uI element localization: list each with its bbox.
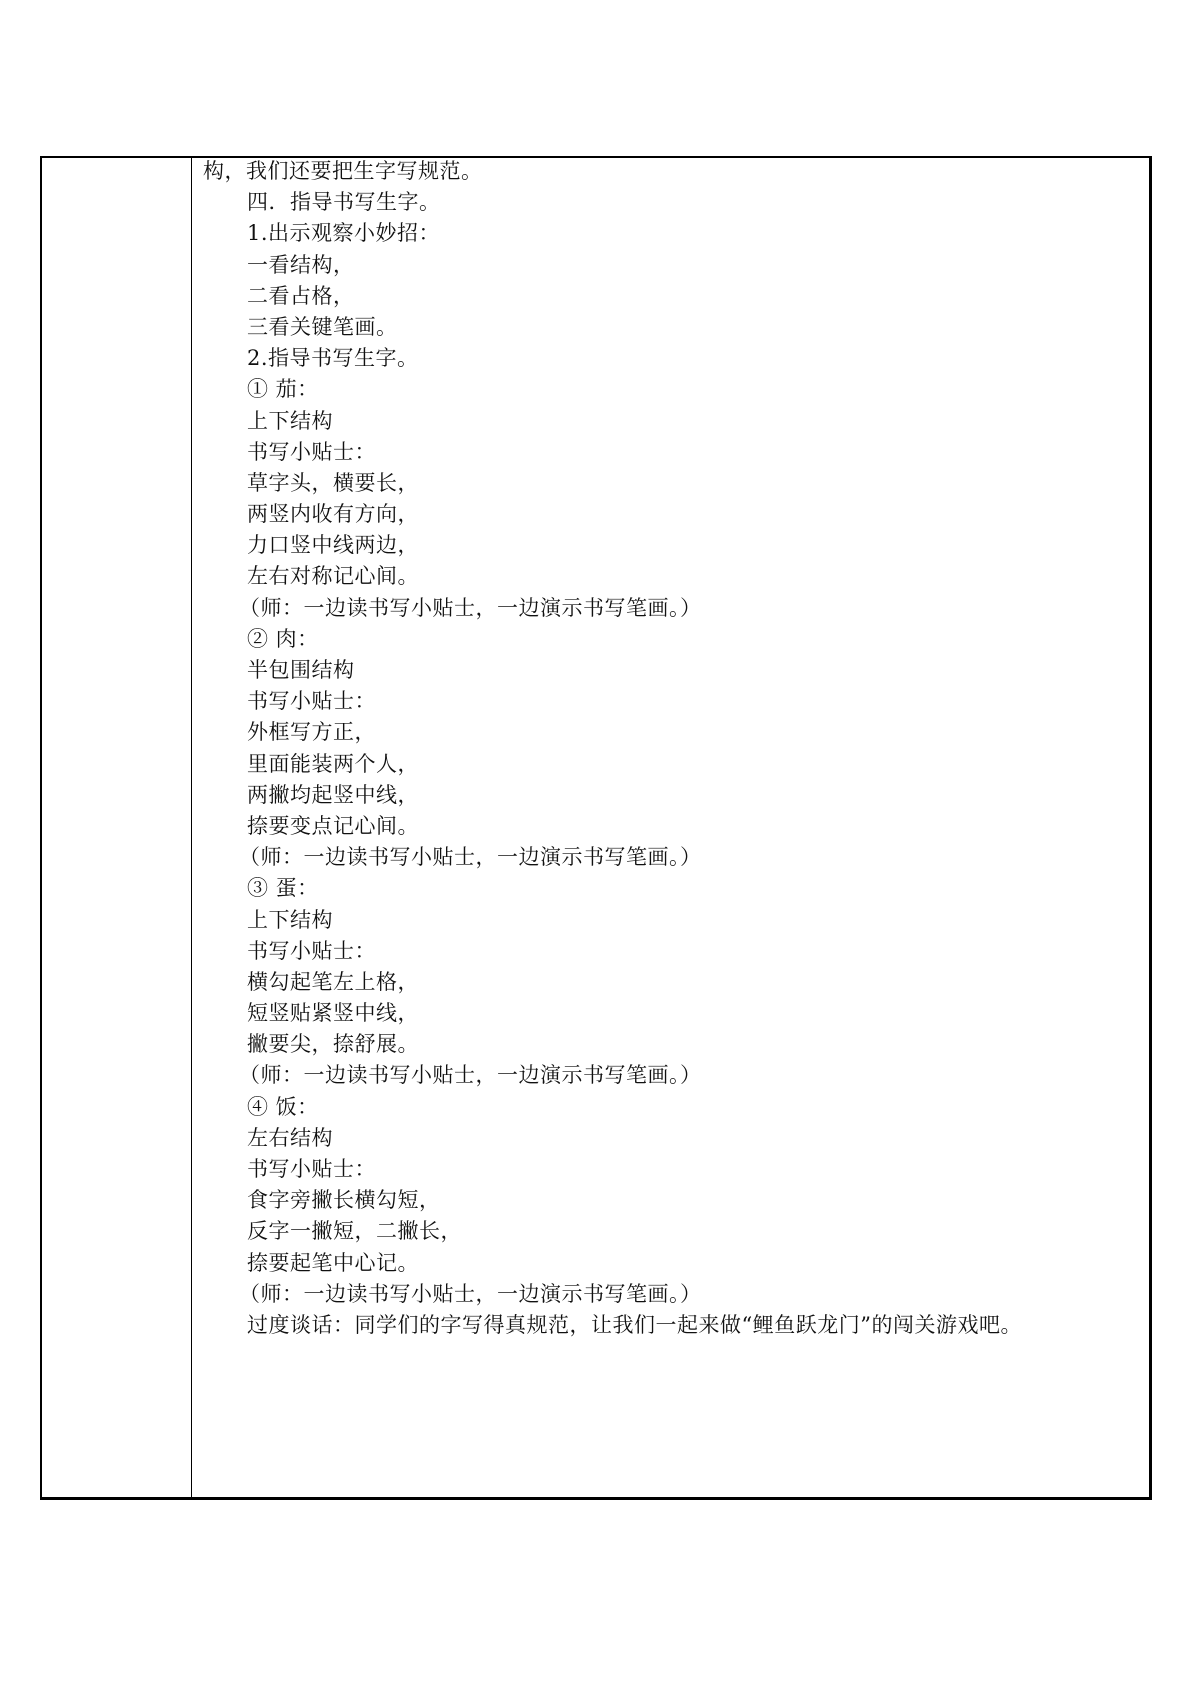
text-line: 书写小贴士： [247, 689, 376, 714]
text-line: 2.指导书写生字。 [247, 346, 419, 371]
text-line: 两撇均起竖中线， [247, 782, 419, 807]
text-line: 构，我们还要把生字写规范。 [203, 159, 483, 183]
character-heading: ② 肉： [247, 626, 319, 651]
text-line: 左右对称记心间。 [247, 564, 419, 589]
table-column-divider [191, 156, 192, 1500]
teacher-note: （师：一边读书写小贴士，一边演示书写笔画。） [239, 1281, 702, 1306]
table-left-cell [42, 158, 190, 1497]
character-heading: ① 茄： [247, 377, 319, 402]
section-heading: 四．指导书写生字。 [247, 190, 441, 215]
text-line: 力口竖中线两边， [247, 533, 419, 558]
text-line: 1.出示观察小妙招： [247, 221, 441, 246]
teacher-note: （师：一边读书写小贴士，一边演示书写笔画。） [239, 1063, 702, 1088]
text-line: 二看占格， [247, 283, 355, 308]
text-line: 短竖贴紧竖中线， [247, 1001, 419, 1026]
text-line: 外框写方正， [247, 720, 376, 745]
text-line: 捺要起笔中心记。 [247, 1250, 419, 1275]
text-line: 左右结构 [247, 1125, 333, 1150]
text-line: 三看关键笔画。 [247, 314, 398, 339]
text-line: 草字头，横要长， [247, 470, 419, 495]
transition-talk: 过度谈话：同学们的字写得真规范，让我们一起来做“鲤鱼跃龙门”的闯关游戏吧。 [247, 1312, 1022, 1337]
text-line: 横勾起笔左上格， [247, 969, 419, 994]
text-line: 食字旁撇长横勾短， [247, 1188, 441, 1213]
text-line: 书写小贴士： [247, 439, 376, 464]
text-line: 书写小贴士： [247, 1157, 376, 1181]
text-line: 捺要变点记心间。 [247, 813, 419, 838]
lesson-content-cell [203, 156, 1143, 1341]
text-line: 反字一撇短，二撇长， [247, 1219, 462, 1244]
text-line: 里面能装两个人， [247, 751, 419, 776]
text-line: 书写小贴士： [247, 938, 376, 963]
text-line: 两竖内收有方向， [247, 502, 419, 527]
character-heading: ④ 饭： [247, 1094, 319, 1119]
text-line: 半包围结构 [247, 658, 355, 682]
text-line: 上下结构 [247, 408, 333, 433]
teacher-note: （师：一边读书写小贴士，一边演示书写笔画。） [239, 595, 702, 620]
teacher-note: （师：一边读书写小贴士，一边演示书写笔画。） [239, 845, 702, 870]
character-heading: ③ 蛋： [247, 876, 319, 901]
text-line: 上下结构 [247, 907, 333, 932]
text-line: 一看结构， [247, 252, 355, 277]
text-line: 撇要尖，捺舒展。 [247, 1032, 419, 1057]
